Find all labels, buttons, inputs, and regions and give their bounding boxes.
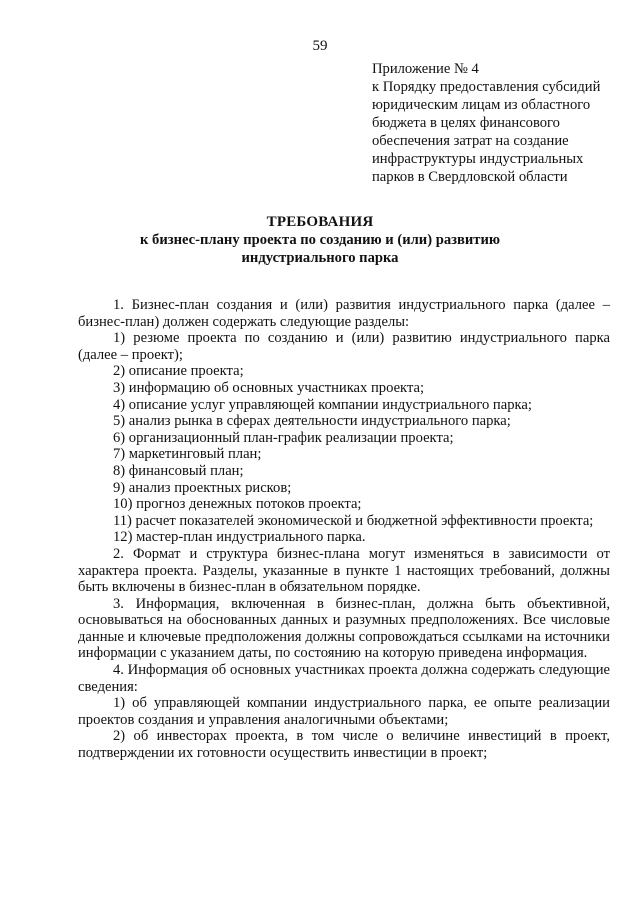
list-item: 5) анализ рынка в сферах деятельности индустриального парка; bbox=[113, 413, 511, 430]
paragraph-2: 2. Формат и структура бизнес-плана могут изменяться в зависимости от характера проекта. Разделы, указанные в пункте 1 настоящих требований, должны быть включены в бизнес-план в обязательном порядке. bbox=[78, 545, 610, 596]
list-item: 11) расчет показателей экономической и бюджетной эффективности проекта; bbox=[113, 512, 594, 529]
appendix-line: инфраструктуры индустриальных bbox=[372, 151, 584, 167]
list-item: 12) мастер-план индустриального парка. bbox=[113, 529, 366, 546]
list-item: 2) об инвесторах проекта, в том числе о величине инвестиций в проект, подтверждении их готовности осуществить инвестиции в проект; bbox=[78, 728, 610, 762]
title-sub-line: к бизнес-плану проекта по созданию и (или) развитию bbox=[139, 232, 501, 248]
appendix-line: юридическим лицам из областного bbox=[372, 97, 591, 113]
list-item: 7) маркетинговый план; bbox=[113, 446, 262, 463]
appendix-line: обеспечения затрат на создание bbox=[372, 133, 569, 149]
list-item: 8) финансовый план; bbox=[113, 462, 244, 479]
appendix-line: к Порядку предоставления субсидий bbox=[372, 79, 601, 95]
list-item: 6) организационный план-график реализации проекта; bbox=[113, 429, 454, 446]
list-item: 10) прогноз денежных потоков проекта; bbox=[113, 496, 362, 513]
appendix-line: парков в Свердловской области bbox=[372, 169, 568, 185]
appendix-header bbox=[372, 60, 622, 186]
list-item: 3) информацию об основных участниках проекта; bbox=[113, 379, 425, 396]
body-text bbox=[78, 297, 610, 762]
appendix-line: бюджета в целях финансового bbox=[372, 115, 560, 131]
title-main: ТРЕБОВАНИЯ bbox=[266, 214, 374, 230]
list-item: 9) анализ проектных рисков; bbox=[113, 479, 292, 496]
list-item: 1) резюме проекта по созданию и (или) развитию индустриального парка (далее – проект); bbox=[78, 330, 610, 363]
paragraph-1: 1. Бизнес-план создания и (или) развития индустриального парка (далее – бизнес-план) должен содержать следующие разделы: bbox=[78, 297, 610, 330]
document-title bbox=[0, 213, 640, 267]
appendix-line: Приложение № 4 bbox=[372, 61, 479, 77]
paragraph-4: 4. Информация об основных участниках проекта должна содержать следующие сведения: bbox=[78, 662, 610, 695]
page-number: 59 bbox=[312, 38, 328, 54]
list-item: 4) описание услуг управляющей компании индустриального парка; bbox=[113, 396, 532, 413]
list-item: 1) об управляющей компании индустриального парка, ее опыте реализации проектов создания и управления аналогичными объектами; bbox=[78, 695, 610, 728]
paragraph-3: 3. Информация, включенная в бизнес-план, должна быть объективной, основываться на обоснованных данных и разумных предположениях. Все числовые данные и ключевые предположения должны сопровождаться ссылками на источники информации с указанием даты, по состоянию на которую приведена информация. bbox=[78, 595, 610, 662]
title-sub-line: индустриального парка bbox=[241, 250, 399, 266]
list-item: 2) описание проекта; bbox=[113, 363, 244, 380]
